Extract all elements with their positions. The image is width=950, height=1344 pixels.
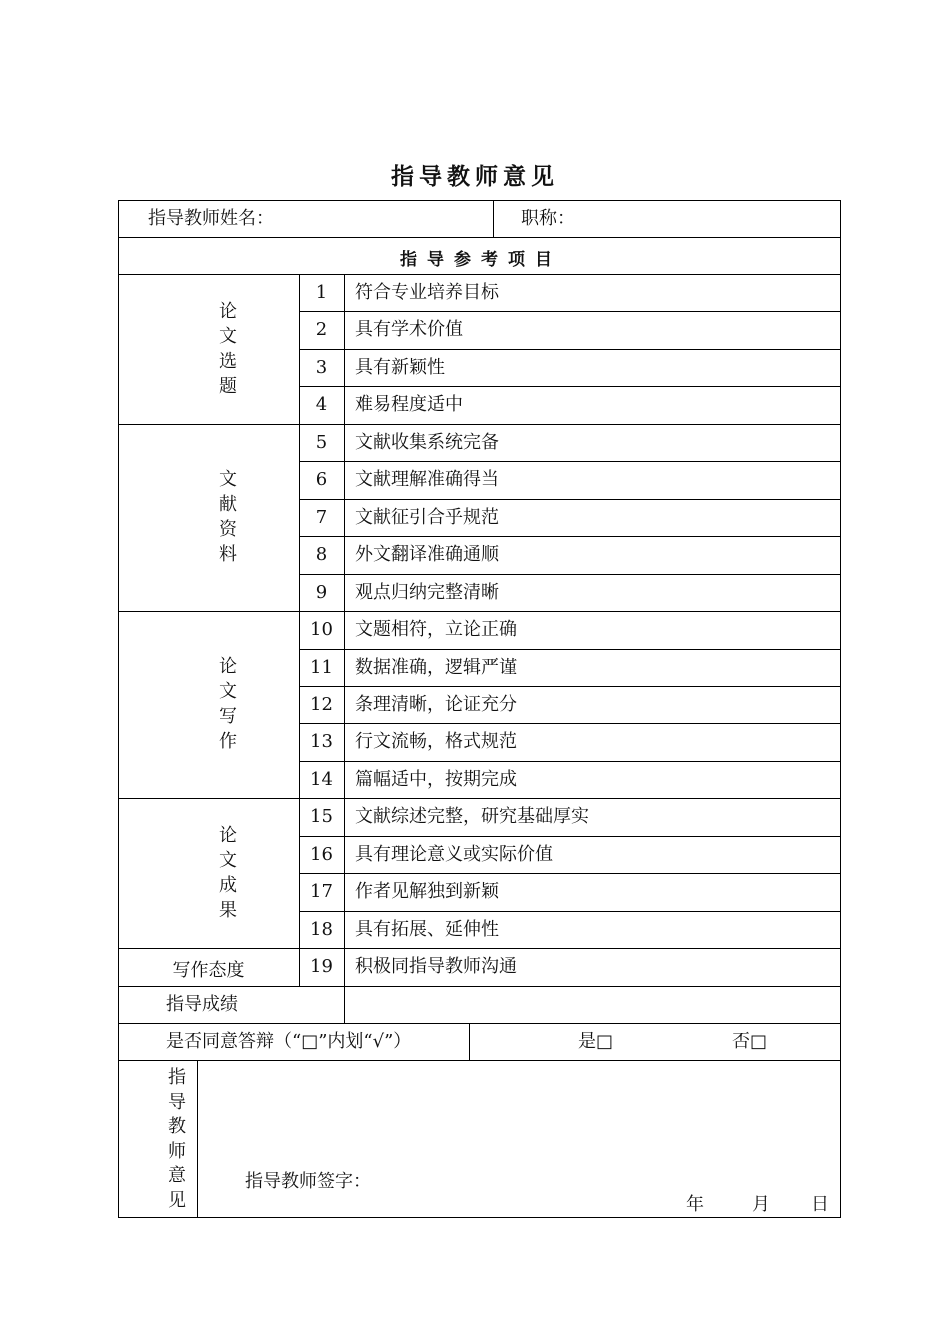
opinion-label: 指 导 教 师 意 见 — [168, 1067, 186, 1211]
date-year-label: 年 — [686, 1194, 704, 1215]
divider — [118, 274, 841, 275]
item-number: 3 — [315, 357, 328, 378]
divider — [344, 985, 345, 1023]
item-text: 文献综述完整，研究基础厚实 — [355, 806, 589, 827]
page-title: 指导教师意见 — [391, 164, 559, 190]
row-divider — [299, 311, 841, 312]
row-divider — [118, 424, 841, 425]
item-text: 积极同指导教师沟通 — [355, 956, 517, 977]
item-text: 文献理解准确得当 — [355, 469, 499, 490]
divider — [118, 1060, 841, 1061]
divider — [118, 1023, 841, 1024]
item-number: 13 — [310, 731, 333, 752]
item-number: 17 — [310, 881, 333, 902]
item-text: 具有学术价值 — [355, 319, 463, 340]
row-divider — [299, 349, 841, 350]
row-divider — [299, 536, 841, 537]
row-divider — [299, 499, 841, 500]
option-yes-checkbox[interactable]: 是□ — [578, 1031, 614, 1052]
item-text: 观点归纳完整清晰 — [355, 582, 499, 603]
advisor-name-label: 指导教师姓名： — [148, 208, 274, 229]
row-divider — [299, 461, 841, 462]
item-text: 条理清晰，论证充分 — [355, 694, 517, 715]
item-number: 16 — [310, 844, 333, 865]
item-text: 具有理论意义或实际价值 — [355, 844, 553, 865]
divider — [469, 1023, 470, 1060]
title-rank-label: 职称： — [521, 208, 575, 229]
item-number: 18 — [310, 919, 333, 940]
divider — [118, 237, 841, 238]
item-number: 6 — [315, 469, 328, 490]
item-text: 具有新颖性 — [355, 357, 445, 378]
row-divider — [299, 723, 841, 724]
item-number: 19 — [310, 956, 333, 977]
item-text: 符合专业培养目标 — [355, 282, 499, 303]
row-divider — [299, 686, 841, 687]
item-number: 14 — [310, 769, 333, 790]
column-divider — [344, 274, 345, 986]
row-divider — [299, 761, 841, 762]
row-divider — [299, 911, 841, 912]
item-number: 11 — [310, 657, 333, 678]
item-number: 15 — [310, 806, 333, 827]
item-number: 7 — [315, 507, 328, 528]
option-no-checkbox[interactable]: 否□ — [732, 1031, 768, 1052]
row-divider — [299, 574, 841, 575]
defense-question: 是否同意答辩（“□”内划“√”） — [166, 1031, 412, 1052]
item-number: 1 — [315, 282, 328, 303]
row-divider — [299, 649, 841, 650]
category-results-label: 论 文 成 果 — [219, 825, 237, 921]
item-text: 数据准确，逻辑严谨 — [355, 657, 517, 678]
item-number: 5 — [315, 432, 328, 453]
category-literature-label: 文 献 资 料 — [219, 469, 237, 565]
section-header: 指导参考项目 — [400, 250, 562, 270]
column-divider — [299, 274, 300, 986]
item-number: 8 — [315, 544, 328, 565]
category-topic-label: 论 文 选 题 — [219, 301, 237, 397]
row-divider — [118, 948, 841, 949]
item-number: 10 — [310, 619, 333, 640]
category-writing-label: 论 文 写 作 — [219, 656, 237, 752]
row-divider — [299, 836, 841, 837]
item-text: 难易程度适中 — [355, 394, 463, 415]
item-text: 作者见解独到新颖 — [355, 881, 499, 902]
item-text: 行文流畅，格式规范 — [355, 731, 517, 752]
item-number: 9 — [315, 582, 328, 603]
grade-label: 指导成绩 — [166, 994, 238, 1015]
signature-label: 指导教师签字： — [245, 1171, 371, 1192]
item-text: 文献征引合乎规范 — [355, 507, 499, 528]
item-number: 2 — [315, 319, 328, 340]
divider — [493, 200, 494, 237]
item-text: 文献收集系统完备 — [355, 432, 499, 453]
item-text: 外文翻译准确通顺 — [355, 544, 499, 565]
row-divider — [118, 611, 841, 612]
item-number: 12 — [310, 694, 333, 715]
row-divider — [118, 986, 841, 987]
date-month-label: 月 — [752, 1194, 770, 1215]
date-day-label: 日 — [811, 1194, 829, 1215]
row-divider — [299, 873, 841, 874]
item-text: 篇幅适中，按期完成 — [355, 769, 517, 790]
item-text: 文题相符，立论正确 — [355, 619, 517, 640]
divider — [197, 1060, 198, 1218]
row-divider — [118, 798, 841, 799]
item-text: 具有拓展、延伸性 — [355, 919, 499, 940]
category-attitude-label: 写作态度 — [172, 960, 245, 981]
row-divider — [299, 386, 841, 387]
item-number: 4 — [315, 394, 328, 415]
